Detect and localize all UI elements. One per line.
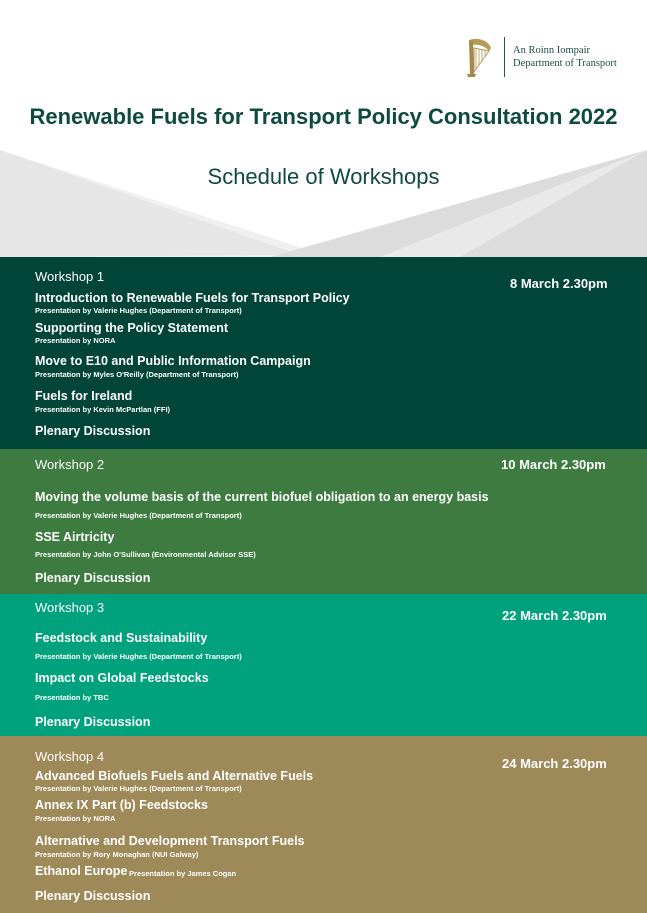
workshop-4-section: [0, 736, 647, 913]
workshop-3-section: [0, 594, 647, 736]
workshop-date: 8 March 2.30pm: [510, 276, 608, 291]
session-title: Fuels for Ireland: [35, 389, 133, 403]
session-title: Annex IX Part (b) Feedstocks: [35, 798, 208, 812]
session-title: Ethanol Europe: [35, 864, 128, 878]
session-presenter: Presentation by John O'Sullivan (Environmental Advisor SSE): [35, 550, 256, 559]
logo-divider: [504, 37, 505, 77]
department-logo: [462, 36, 617, 78]
workshop-label: Workshop 2: [35, 457, 105, 472]
session-title: Supporting the Policy Statement: [35, 321, 229, 335]
session-presenter: Presentation by Valerie Hughes (Department of Transport): [35, 652, 242, 661]
session-presenter: Presentation by Valerie Hughes (Department of Transport): [35, 784, 242, 793]
session-title: Impact on Global Feedstocks: [35, 671, 209, 685]
workshop-1-section: [0, 257, 647, 449]
session-presenter: Presentation by NORA: [35, 814, 116, 823]
session-presenter: Presentation by Valerie Hughes (Department of Transport): [35, 306, 242, 315]
session-title: Feedstock and Sustainability: [35, 631, 208, 645]
workshop-date: 10 March 2.30pm: [501, 457, 606, 472]
session-presenter: Presentation by Myles O'Reilly (Department of Transport): [35, 370, 239, 379]
session-title: Moving the volume basis of the current biofuel obligation to an energy basis: [35, 490, 489, 504]
page-subtitle: Schedule of Workshops: [207, 164, 440, 189]
session-presenter: Presentation by Kevin McPartlan (FFI): [35, 405, 171, 414]
session-presenter: Presentation by Valerie Hughes (Department of Transport): [35, 511, 242, 520]
session-presenter: Presentation by NORA: [35, 336, 116, 345]
workshop-date: 22 March 2.30pm: [502, 608, 607, 623]
workshop-2-section: [0, 449, 647, 594]
session-title: Advanced Biofuels Fuels and Alternative Fuels: [35, 769, 314, 783]
plenary-discussion: Plenary Discussion: [35, 715, 151, 729]
harp-icon: [462, 36, 496, 78]
session-title: Move to E10 and Public Information Campaign: [35, 354, 311, 368]
logo-text: [513, 44, 617, 70]
session-title: Introduction to Renewable Fuels for Transport Policy: [35, 291, 350, 305]
logo-irish-name: An Roinn Iompair: [513, 45, 590, 56]
workshop-label: Workshop 4: [35, 749, 105, 764]
plenary-discussion: Plenary Discussion: [35, 424, 151, 438]
header: [0, 0, 647, 257]
workshop-date: 24 March 2.30pm: [502, 756, 607, 771]
session-presenter: Presentation by Rory Monaghan (NUI Galway): [35, 850, 199, 859]
workshop-label: Workshop 1: [35, 269, 105, 284]
session-title: Alternative and Development Transport Fuels: [35, 834, 305, 848]
logo-english-name: Department of Transport: [513, 58, 617, 69]
plenary-discussion: Plenary Discussion: [35, 889, 151, 903]
plenary-discussion: Plenary Discussion: [35, 571, 151, 585]
session-presenter: Presentation by TBC: [35, 693, 109, 702]
session-title: SSE Airtricity: [35, 530, 115, 544]
page-title: Renewable Fuels for Transport Policy Consultation 2022: [29, 104, 618, 129]
session-presenter: Presentation by James Cogan: [129, 869, 237, 878]
workshop-label: Workshop 3: [35, 600, 105, 615]
